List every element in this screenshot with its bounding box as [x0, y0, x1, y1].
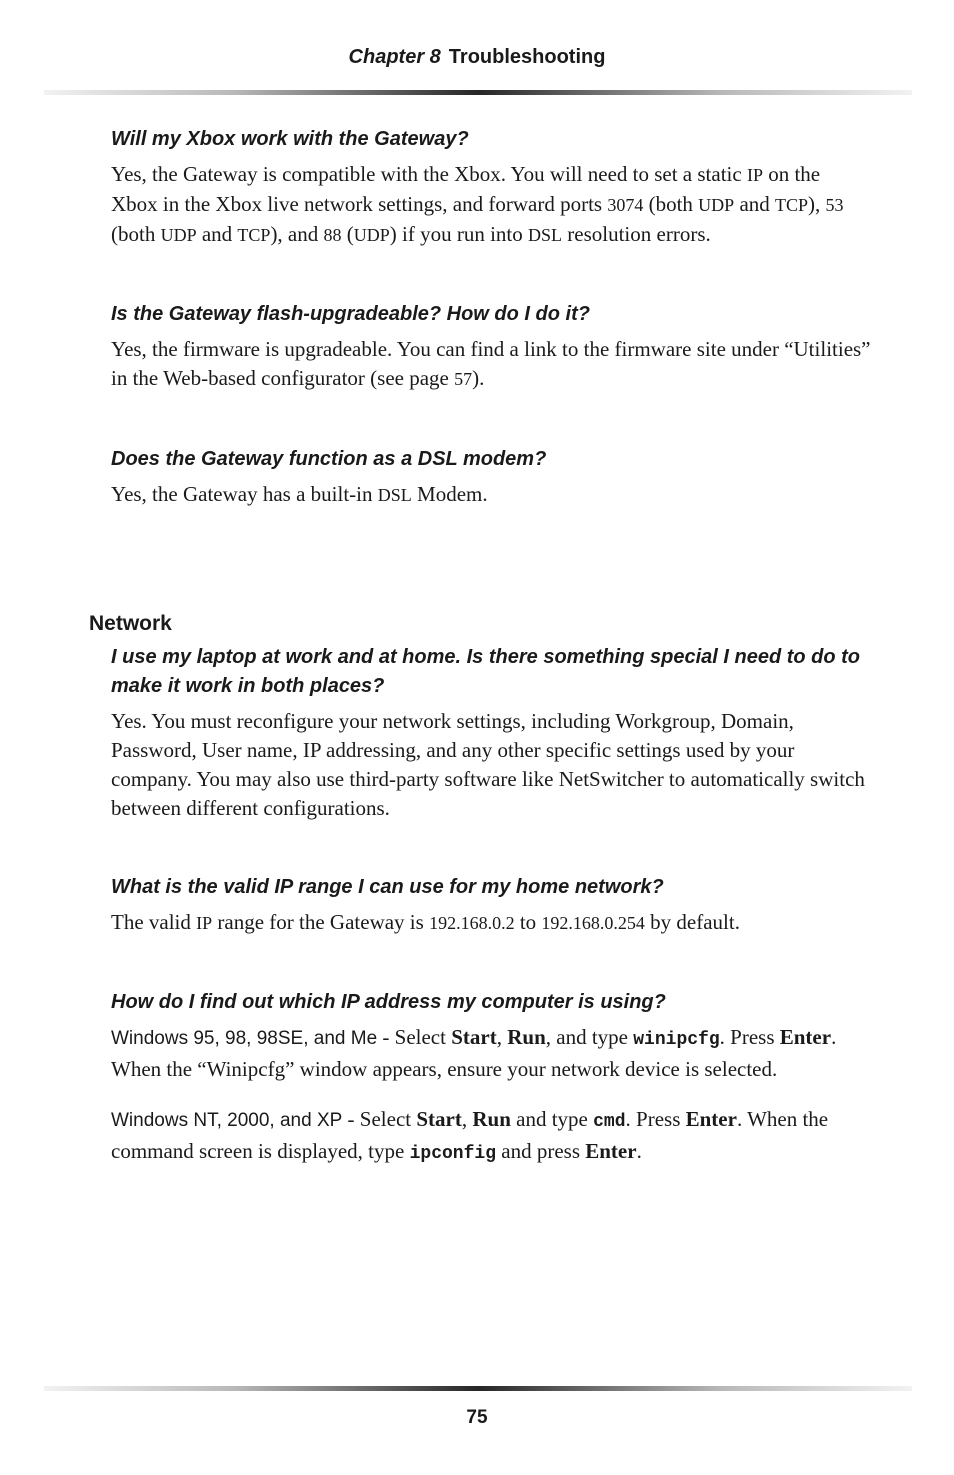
faq-question: Will my Xbox work with the Gateway? [111, 128, 469, 150]
faq-answer-winnt: Windows NT, 2000, and XP - Select Start, Run and type cmd. Press Enter. When the command screen is displayed, type ipconfig and press Enter. [111, 1107, 829, 1164]
faq-question: I use my laptop at work and at home. Is there something special I need to do to make it work in both places? [111, 646, 861, 697]
faq-question: Does the Gateway function as a DSL modem? [111, 448, 547, 470]
faq-flash-upgrade [111, 300, 871, 394]
faq-answer: Yes, the Gateway has a built-in DSL Modem. [111, 482, 488, 506]
faq-answer: The valid IP range for the Gateway is 192.168.0.2 to 192.168.0.254 by default. [111, 910, 740, 934]
faq-find-ip [111, 988, 871, 1169]
chapter-label: Chapter 8 [348, 46, 441, 68]
faq-answer-win9x: Windows 95, 98, 98SE, and Me - Select Start, Run, and type winipcfg. Press Enter. When the “Winipcfg” window appears, ensure your network device is selected. [111, 1025, 837, 1081]
header-rule [44, 90, 912, 95]
faq-question: What is the valid IP range I can use for my home network? [111, 876, 664, 898]
page-body [111, 125, 871, 1169]
section-heading: Network [89, 612, 172, 635]
faq-answer: Yes, the firmware is upgradeable. You can find a link to the firmware site under “Utilities” in the Web-based configurator (see page 57). [111, 337, 871, 390]
faq-dsl-modem [111, 445, 871, 510]
faq-answer: Yes. You must reconfigure your network settings, including Workgroup, Domain, Password, User name, IP addressing, and any other specific settings used by your company. You may also use third-party software like NetSwitcher to automatically switch between different configurations. [111, 709, 865, 820]
footer-rule [44, 1386, 912, 1391]
faq-question: Is the Gateway flash-upgradeable? How do I do it? [111, 303, 590, 325]
running-header [0, 46, 954, 69]
faq-ip-range [111, 873, 871, 938]
faq-answer: Yes, the Gateway is compatible with the Xbox. You will need to set a static IP on the Xbox in the Xbox live network settings, and forward ports 3074 (both UDP and TCP), 53 (both UDP and TCP), and 88 (UDP) if you run into DSL resolution errors. [111, 162, 844, 246]
faq-xbox [111, 125, 871, 250]
faq-question: How do I find out which IP address my computer is using? [111, 991, 666, 1013]
faq-laptop [111, 643, 871, 823]
chapter-title: Troubleshooting [448, 46, 606, 68]
page-number: 75 [466, 1407, 488, 1428]
